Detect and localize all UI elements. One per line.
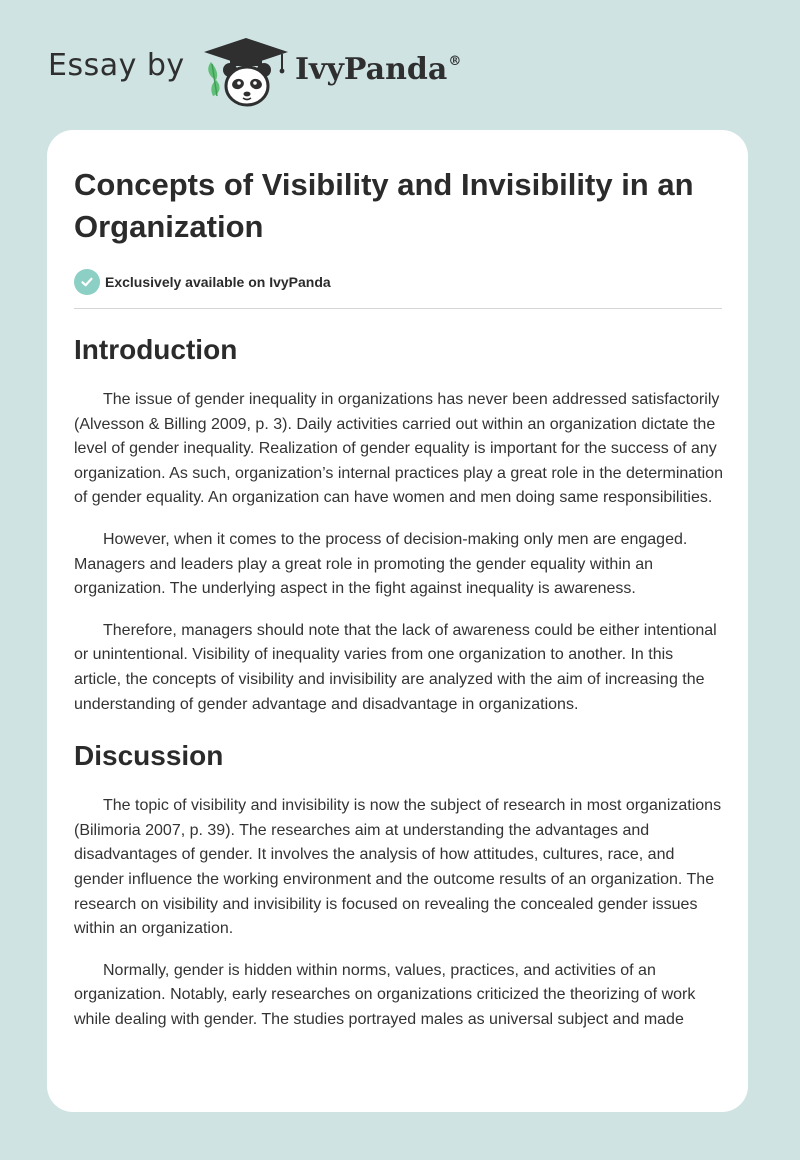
section-heading-introduction: Introduction [74, 334, 238, 365]
article-content [74, 164, 724, 1032]
exclusive-badge [74, 268, 724, 296]
divider [74, 308, 722, 309]
essay-by-label: Essay by [48, 48, 185, 83]
article-card [47, 130, 748, 1112]
paragraph: The issue of gender inequality in organizations has never been addressed satisfactorily (Alvesson & Billing 2009, p. 3). Daily activities carried out within an organization dictate the level of gender inequality. Realization of gender equality is important for the success of any organization. As such, organization’s internal practices play a great role in the determination of gender equality. An organization can have women and men doing same responsibilities. [74, 391, 723, 507]
article-title: Concepts of Visibility and Invisibility in an Organization [74, 167, 694, 244]
registered-mark: ® [448, 54, 462, 69]
check-icon [74, 269, 100, 295]
brand-name[interactable] [295, 52, 461, 87]
paragraph: Therefore, managers should note that the lack of awareness could be either intentional or unintentional. Visibility of inequality varies from one organization to another. In this article, the concepts of visibility and invisibility are analyzed with the aim of increasing the understanding of gender advantage and disadvantage in organizations. [74, 621, 717, 713]
paragraph: Normally, gender is hidden within norms, values, practices, and activities of an organization. Notably, early researches on organizations criticized the theorizing of work while dealing with gender. The studies portrayed males as universal subject and made [74, 961, 696, 1028]
section-heading-discussion: Discussion [74, 740, 224, 772]
brand-name-text: IvyPanda [295, 52, 448, 87]
paragraph: However, when it comes to the process of decision-making only men are engaged. Managers and leaders play a great role in promoting the gender equality within an organization. The underlying aspect in the fight against inequality is awareness. [74, 530, 688, 598]
panda-logo-icon[interactable] [202, 36, 292, 110]
site-header [0, 0, 800, 130]
paragraph: The topic of visibility and invisibility is now the subject of research in most organizations (Bilimoria 2007, p. 39). The researches aim at understanding the advantages and disadvantages of gender. It involves the analysis of how attitudes, cultures, race, and gender influence the working environment and the outcome results of an organization. The research on visibility and invisibility is focused on revealing the concealed gender issues within an organization. [74, 797, 722, 938]
badge-text: Exclusively available on IvyPanda [105, 274, 331, 290]
